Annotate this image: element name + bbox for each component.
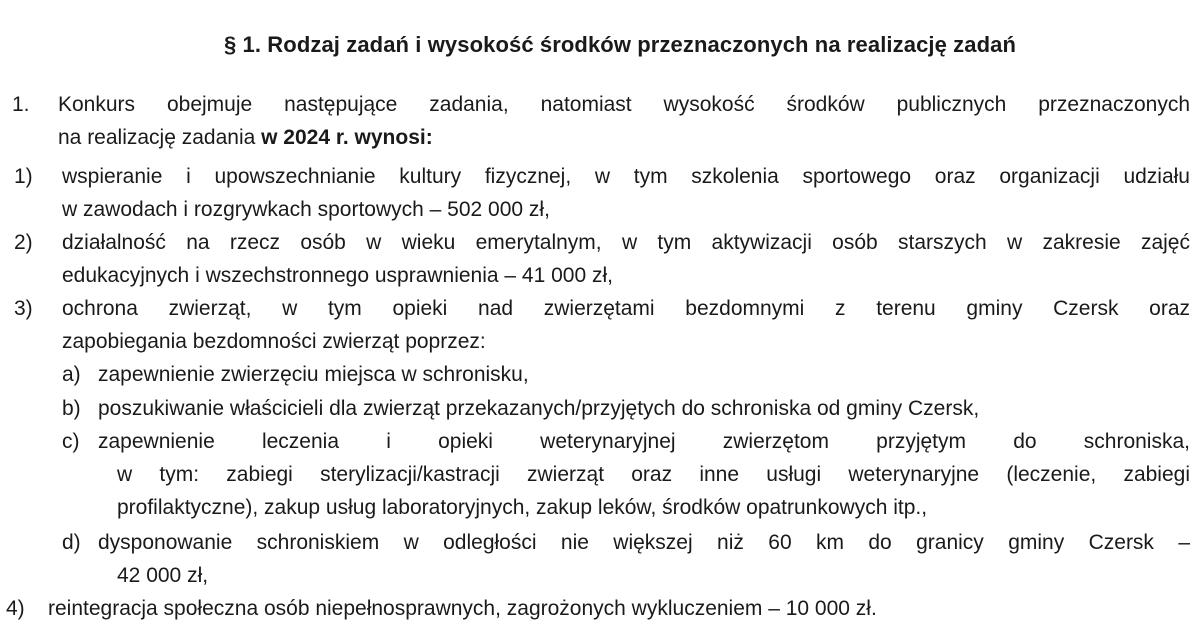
subitem-c-line-2: w tym: zabiegi sterylizacji/kastracji zwierząt oraz inne usługi weterynaryjne (leczenie, zabiegi: [117, 463, 1190, 486]
intro-line-2-text: na realizację zadania: [58, 126, 262, 149]
intro-number: 1.: [12, 93, 30, 116]
item-2-line-1: działalność na rzecz osób w wieku emerytalnym, w tym aktywizacji osób starszych w zakresie zajęć: [62, 231, 1190, 254]
intro-line-2: [58, 121, 1190, 154]
subitem-c-line-3: profilaktyczne), zakup usług laboratoryjnych, zakup leków, środków opatrunkowych itp.,: [117, 496, 928, 519]
item-2-line-2: edukacyjnych i wszechstronnego usprawnienia – 41 000 zł,: [62, 264, 613, 287]
item-4-line-1: reintegracja społeczna osób niepełnosprawnych, zagrożonych wykluczeniem – 10 000 zł.: [48, 597, 877, 620]
item-4-number: 4): [6, 597, 25, 620]
intro-line-2-bold: w 2024 r. wynosi:: [261, 126, 433, 149]
subitem-d-letter: d): [62, 531, 81, 554]
item-3-line-1: ochrona zwierząt, w tym opieki nad zwierzętami bezdomnymi z terenu gminy Czersk oraz: [62, 297, 1190, 320]
item-3-number: 3): [14, 297, 33, 320]
item-1-line-2: w zawodach i rozgrywkach sportowych – 502 000 zł,: [62, 198, 550, 221]
intro-line-1: Konkurs obejmuje następujące zadania, natomiast wysokość środków publicznych przeznaczonych: [58, 93, 1190, 116]
subitem-b-letter: b): [62, 397, 81, 420]
subitem-a-line-1: zapewnienie zwierzęciu miejsca w schronisku,: [98, 363, 529, 386]
item-2-number: 2): [14, 231, 33, 254]
subitem-c-line-1: zapewnienie leczenia i opieki weterynaryjnej zwierzętom przyjętym do schroniska,: [98, 430, 1190, 453]
subitem-c-letter: c): [62, 430, 80, 453]
subitem-b-line-1: poszukiwanie właścicieli dla zwierząt przekazanych/przyjętych do schroniska od gminy Czersk,: [98, 397, 980, 420]
item-3-line-2: zapobiegania bezdomności zwierząt poprzez:: [62, 330, 486, 353]
section-title: § 1. Rodzaj zadań i wysokość środków przeznaczonych na realizację zadań: [223, 32, 1017, 57]
subitem-d-line-2: 42 000 zł,: [117, 564, 209, 587]
item-1-line-1: wspieranie i upowszechnianie kultury fizycznej, w tym szkolenia sportowego oraz organizacji udziału: [62, 165, 1190, 188]
subitem-a-letter: a): [62, 363, 81, 386]
item-1-number: 1): [14, 165, 33, 188]
subitem-d-line-1: dysponowanie schroniskiem w odległości nie większej niż 60 km do granicy gminy Czersk –: [98, 531, 1190, 554]
